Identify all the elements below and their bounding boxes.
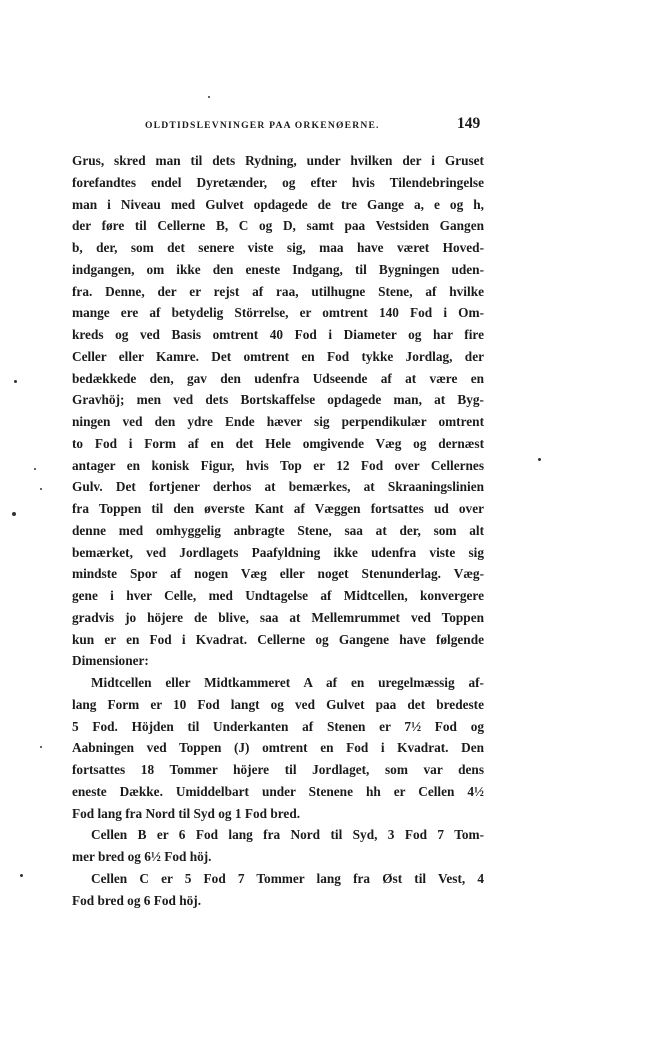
text-line: to Fod i Form af en det Hele omgivende Væg og dernæst — [72, 435, 484, 451]
running-title: OLDTIDSLEVNINGER PAA ORKENØERNE. — [145, 120, 380, 131]
scan-speck — [538, 458, 541, 461]
text-line: kun er en Fod i Kvadrat. Cellerne og Gangene have følgende — [72, 631, 484, 647]
text-line: Gulv. Det fortjener derhos at bemærkes, at Skraaningslinien — [72, 479, 484, 495]
text-line: Dimensioner: — [72, 653, 149, 669]
text-line: Aabningen ved Toppen (J) omtrent en Fod i Kvadrat. Den — [72, 740, 484, 756]
text-line: kreds og ved Basis omtrent 40 Fod i Diameter og har fire — [72, 327, 484, 342]
text-line: bedækkede den, gav den udenfra Udseende af at være en — [72, 370, 484, 386]
text-line: gene i hver Celle, med Undtagelse af Midtcellen, konvergere — [72, 588, 484, 603]
text-line: antager en konisk Figur, hvis Top er 12 Fod over Cellernes — [72, 457, 484, 473]
text-line: eneste Dække. Umiddelbart under Stenene hh er Cellen 4½ — [72, 783, 484, 799]
text-line: der føre til Cellerne B, C og D, samt paa Vestsiden Gangen — [72, 218, 484, 234]
text-line: Midtcellen eller Midtkammeret A af en uregelmæssig af- — [91, 675, 484, 690]
text-line: Gravhöj; men ved dets Bortskaffelse opdagede man, at Byg- — [72, 392, 484, 408]
text-line: mindste Spor af nogen Væg eller noget Stenunderlag. Væg- — [72, 566, 484, 582]
scan-speck — [40, 488, 42, 490]
scan-speck — [208, 96, 210, 98]
text-line: fra. Denne, der er rejst af raa, utilhugne Stene, af hvilke — [72, 283, 484, 299]
text-line: Cellen C er 5 Fod 7 Tommer lang fra Øst til Vest, 4 — [91, 870, 484, 886]
text-line: fortsattes 18 Tommer höjere til Jordlaget, som var dens — [72, 762, 484, 777]
scan-speck — [20, 874, 23, 877]
text-line: mange ere af betydelig Störrelse, er omtrent 140 Fod i Om- — [72, 305, 484, 321]
text-line: man i Niveau med Gulvet opdagede de tre Gange a, e og h, — [72, 196, 484, 212]
body-text — [72, 150, 484, 911]
text-line: 5 Fod. Höjden til Underkanten af Stenen er 7½ Fod og — [72, 718, 484, 734]
text-line: Fod bred og 6 Fod höj. — [72, 892, 202, 908]
text-line: forefandtes endel Dyretænder, og efter hvis Tilendebringelse — [72, 174, 484, 190]
scan-speck — [14, 380, 17, 383]
text-line: indgangen, om ikke den eneste Indgang, til Bygningen uden- — [72, 261, 484, 277]
page-number: 149 — [457, 115, 481, 132]
text-line: gradvis jo höjere de blive, saa at Mellemrummet ved Toppen — [72, 609, 484, 625]
text-line: lang Form er 10 Fod langt og ved Gulvet paa det bredeste — [72, 696, 484, 712]
scan-speck — [40, 746, 42, 748]
text-line: b, der, som det senere viste sig, maa have været Hoved- — [72, 240, 484, 255]
text-line: Cellen B er 6 Fod lang fra Nord til Syd, 3 Fod 7 Tom- — [91, 827, 484, 843]
text-line: Fod lang fra Nord til Syd og 1 Fod bred. — [72, 805, 301, 821]
text-line: bemærket, ved Jordlagets Paafyldning ikke udenfra viste sig — [72, 544, 484, 560]
text-line: mer bred og 6½ Fod höj. — [72, 849, 212, 864]
text-line: Grus, skred man til dets Rydning, under hvilken der i Gruset — [72, 153, 484, 168]
text-line: denne med omhyggelig anbragte Stene, saa at der, som alt — [72, 522, 484, 538]
text-line: Celler eller Kamre. Det omtrent en Fod tykke Jordlag, der — [72, 348, 484, 364]
text-line: fra Toppen til den øverste Kant af Væggen fortsattes ud over — [72, 501, 484, 516]
scan-speck — [34, 468, 36, 470]
scan-speck — [12, 512, 16, 516]
text-line: ningen ved den ydre Ende hæver sig perpendikulær omtrent — [72, 414, 484, 429]
